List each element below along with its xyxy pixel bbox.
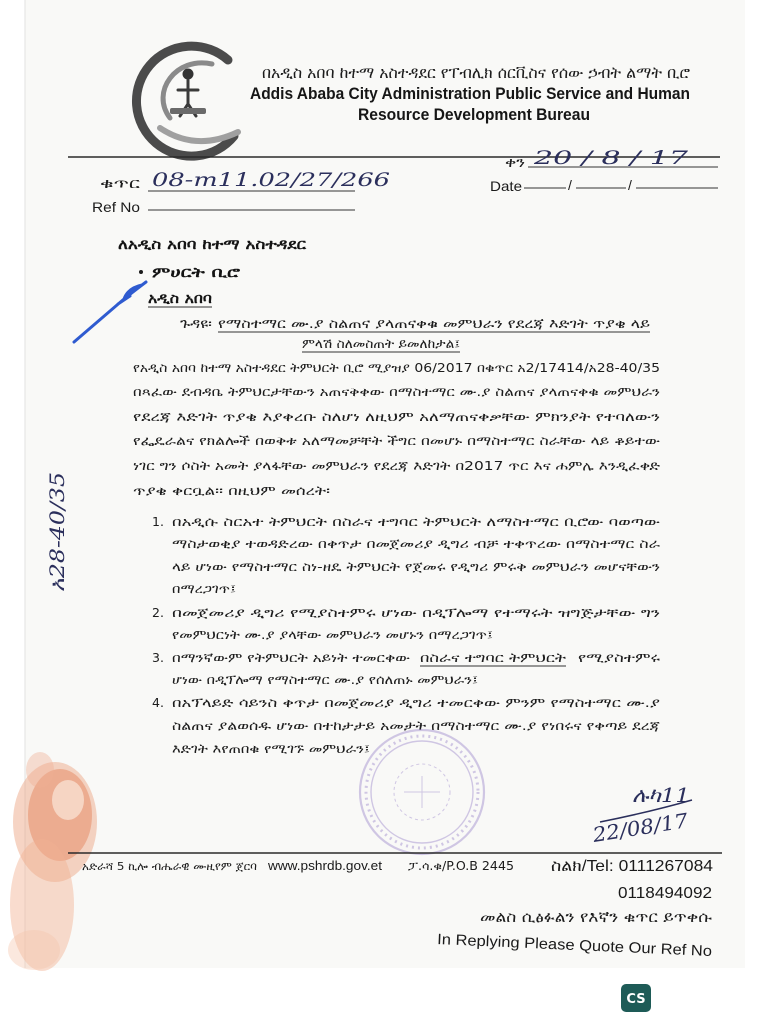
body-line: የደረጃ እድገት ጥያቄ እያቀረቡ ስለሆነ ለዚህም አለማጠናቀቃቸው ምክንያት የተባለውን: [133, 409, 661, 424]
subject-line1: የማስተማር ሙ.ያ ስልጠና ያላጠናቀቁ መምህራን የደረጃ እድገት ጥያቄ ላይ: [218, 317, 650, 332]
footer-reply-note-amharic: መልስ ሲፅፉልን የእኛን ቁጥር ይጥቀሱ: [480, 908, 712, 926]
date-separator: /: [628, 177, 632, 193]
list-item-line-end: የሚያስተምሩ: [578, 650, 662, 665]
ref-number-label-amharic: ቁጥር: [100, 176, 141, 192]
date-label-amharic: ቀን: [505, 155, 525, 171]
body-line: ነገር ግን ሶስት አመት ያላፋቸው መምህራን የደረጃ እድገት በ2017 ጥር እና ሐምሌ እንዲፈቀድ: [133, 458, 661, 473]
ref-number-label-english: Ref No: [92, 199, 141, 215]
footer-website: www.pshrdb.gov.et: [266, 858, 383, 873]
date-label-english: Date: [490, 178, 523, 194]
list-item-line-start: በማንኛውም የትምህርት አይነት ተመርቀው: [172, 650, 412, 665]
ref-number-handwritten: 08-m11.02/27/266: [152, 169, 390, 191]
subject-line2: ምላሽ ስለመስጠት ይመለከታል፤: [302, 337, 460, 352]
camscanner-badge-label: CS: [626, 992, 646, 1007]
list-item-number: 1.: [152, 514, 164, 529]
list-item-underlined-phrase: በስራና ተግባር ትምህርት: [420, 650, 567, 665]
list-item-line: በአፕላይድ ሳይንስ ቀጥታ በመጀመሪያ ዲግሪ ተመርቀው ምንም የማስተማር ሙ.ያ: [172, 695, 661, 710]
body-line: በጻፈው ደብዳቤ ትምህርታቸውን አጠናቅቀው በማስተማር ሙ.ያ ስልጠና ያላጠናቀቁ መምህራን: [133, 384, 661, 399]
list-item-line: ስልጠና ያልወሰዱ ሆነው በተከታታይ አመታት በማስተማር ሙ.ያ የነበሩና የቀጣይ ደረጃ: [172, 718, 661, 733]
signature-initials: ሉካ11: [632, 783, 690, 807]
addressee-line2: ምሀርት ቢሮ: [152, 265, 242, 281]
list-item-line: በማረጋገጥ፤: [172, 581, 236, 596]
footer-reply-note-english: In Replying Please Quote Our Ref No: [436, 931, 688, 959]
list-item-line: የመምህርነት ሙ.ያ ያላቸው መምህራን መሆኑን በማረጋገጥ፤: [172, 627, 493, 642]
list-item-line: በአዲሱ ስርአተ ትምህርት በስራና ተግባር ትምህርት ለማስተማር ቢሮው ባወጣው: [172, 514, 662, 529]
date-handwritten: 20 / 8 / 17: [532, 147, 690, 169]
bullet-mark: [139, 270, 143, 274]
footer-telephone-1: ስልክ/Tel: 0111267084: [551, 858, 714, 875]
list-item-number: 4.: [152, 695, 164, 710]
addressee-line1: ለአዲስ አበባ ከተማ አስተዳደር: [118, 237, 307, 253]
footer-address: አድራሻ 5 ኪሎ ብሔራዊ ሙዚየም ጀርባ: [82, 860, 257, 873]
addressee-city: አዲስ አበባ: [148, 291, 212, 307]
margin-handwritten-note: አ28-40/35: [45, 490, 69, 592]
date-separator: /: [568, 177, 572, 193]
footer-pobox: ፓ.ሳ.ቁ/P.O.B 2445: [408, 859, 514, 873]
list-item-line: ላይ ሆነው የማስተማር ስነ-ዘዴ ትምህርት የጀመሩ የዲግሪ ምሩቅ መምህራን መሆናቸውን: [172, 559, 661, 574]
list-item-number: 3.: [152, 650, 164, 665]
subject-label: ጉዳዩ፡: [180, 317, 212, 332]
list-item-line: ሆነው በዲፕሎማ የማስተማር ሙ.ያ የሰለጠኑ መምህራን፤: [172, 672, 479, 687]
list-item-number: 2.: [152, 605, 164, 620]
body-line: የአዲስ አበባ ከተማ አስተዳደር ትምህርት ቢሮ ሚያዝያ 06/2017 በቁጥር አ2/17414/አ28-40/35: [133, 360, 660, 375]
signature-date: 22/08/17: [591, 809, 684, 847]
bureau-title-english-line2: Resource Development Bureau: [358, 105, 590, 124]
bureau-title-english-line1: Addis Ababa City Administration Public Service and Human: [250, 84, 690, 103]
body-line: የፌዴራልና የክልሎች በወቅቱ አለማመቻቸት ችግር በመሆኑ በማስተማር ስራቸው ላይ ቆይተው: [133, 433, 662, 448]
body-line: ጥያቄ ቀርቧል፡፡ በዚህም መሰረት፡: [133, 483, 331, 498]
camscanner-badge: [621, 984, 651, 1012]
list-item-line: ማስታወቂያ ተወዳድረው በቀጥታ በመጀመሪያ ዲግሪ ብቻ ተቀጥረው በማስተማር ስራ: [172, 536, 662, 551]
list-item-line: በመጀመሪያ ዲግሪ የሚያስተምሩ ሆነው በዲፕሎማ የተማሩት ዝግጅታቸው ግን: [172, 605, 661, 620]
footer-telephone-2: 0118494092: [618, 885, 713, 902]
bureau-title-amharic: በአዲስ አበባ ከተማ አስተዳደር የፐብሊክ ሰርቪስና የሰው ኃብት ልማት ቢሮ: [262, 63, 691, 82]
list-item-line: እድገት እየጠበቁ የሚገኙ መምህራን፤: [172, 741, 370, 756]
